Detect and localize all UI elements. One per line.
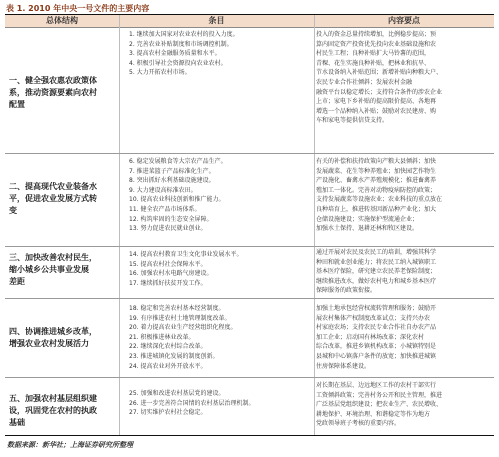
policy-table	[5, 14, 494, 436]
item-line: 11. 健全农产品市场体系。	[129, 205, 201, 213]
point-line: 保障服务的政策衔接。	[316, 287, 377, 295]
table-row	[5, 248, 494, 298]
point-line: 村家庭农场；支持农民专业合作社自办农产品	[316, 324, 437, 332]
item-line: 24. 提高农业对外开放水平。	[129, 362, 207, 370]
item-line: 22. 继续深化农村综合改革。	[129, 343, 207, 351]
point-line: 算内固定资产投资优先投向农业基础设施和农	[316, 40, 437, 48]
point-line: 投入的资金总量持续增加，比例稳步提高；预	[316, 31, 437, 38]
point-line: 支持发展蔬菜等设施农业；农业科技的重点放在	[316, 196, 443, 204]
point-line: 基本医疗保险，研究建立农民养老保险制度；	[316, 268, 437, 276]
item-line: 10. 提高农业科技创新和推广能力。	[129, 196, 225, 204]
item-line: 7. 推进菜篮子产品标准化生产。	[129, 167, 215, 175]
item-line: 4. 积极引导社会资源投向农业农村。	[129, 59, 227, 67]
point-line: 上市；家电下乡补贴的提高限价提高、各地再	[316, 98, 437, 106]
item-line: 17. 继续抓好扶贫开发工作。	[129, 279, 207, 287]
point-line: 展农村集体产权制度改革试点；支持兴办农	[316, 314, 431, 322]
row-divider	[5, 377, 494, 378]
item-line: 23. 推进城镇化发展的制度创新。	[129, 352, 219, 360]
point-line: 仓储设施建设；实施保护型流通企业；	[316, 215, 419, 223]
table-row	[5, 29, 494, 153]
table-title: 表 1. 2010 年中央一号文件的主要内容	[6, 4, 150, 13]
structure-cell: 一、健全强农惠农政策体 系，推动资源要素向农村 配置	[9, 76, 97, 109]
point-line: 工资倾斜政策；完善村务公开和民主管理，推进	[316, 391, 443, 399]
item-line: 25. 加强和改进农村基层党的建设。	[129, 390, 225, 397]
point-line: 产设施化、畜禽水产养殖规模化；推进畜禽养	[316, 177, 437, 185]
point-line: 广泛基层党组织建设；把农业生产、农民增收、	[316, 401, 443, 409]
row-divider	[5, 153, 494, 154]
point-line: 农民专业合作社倾斜；发展农村金融	[316, 78, 413, 86]
source-note: 数据来源：新华社；上海证券研究所整理	[7, 441, 133, 449]
header-items: 条目	[208, 16, 225, 25]
point-line: 青稞、花生实施良种补贴，把林业和抗旱、	[316, 59, 431, 67]
point-line: 耕地保护、环境治理、和谐稳定等作为地方	[316, 410, 431, 418]
header-structure: 总体结构	[46, 16, 78, 25]
item-line: 6. 稳定发展粮食等大宗农产品生产。	[129, 158, 227, 165]
items-cell	[129, 250, 305, 288]
point-line: 综合改革，推进乡镇机构改革；小城镇特别是	[316, 343, 437, 351]
items-cell	[129, 389, 305, 418]
point-line: 殖加工一体化。完善对动物疫病防控的政策；	[316, 186, 437, 194]
structure-cell: 五、加强农村基层组织建 设，巩固党在农村的执政 基础	[9, 394, 97, 427]
item-line: 15. 提高农村社会保障水平。	[129, 260, 207, 268]
row-divider	[5, 246, 494, 247]
point-line: 党政领导班子考核的重要内容。	[316, 420, 401, 428]
point-line: 发展蔬菜、花生等种养殖业；加快园艺作物生	[316, 167, 437, 175]
point-line: 融资平台以稳定增长；支持符合条件的涉农企业	[316, 88, 443, 96]
item-line: 13. 努力促进农民就业创业。	[129, 225, 207, 233]
point-line: 村民生工程；良种补贴扩大马铃薯的范围，	[316, 50, 431, 58]
item-line: 8. 突出抓好水利基础设施建设。	[129, 177, 215, 185]
item-line: 1. 继续加大国家对农业农村的投入力度。	[129, 31, 239, 38]
item-line: 14. 提高农村教育卫生文化事业发展水平。	[129, 251, 243, 258]
points-cell	[316, 248, 492, 296]
point-line: 加强土地承包经营权流转管理和服务；鼓励开	[316, 305, 437, 312]
items-cell	[129, 30, 305, 78]
point-line: 对长期在基层、边远地区工作的农村干部实行	[316, 382, 437, 389]
table-header	[5, 15, 494, 28]
points-cell	[316, 304, 492, 371]
structure-cell: 四、协调推进城乡改革， 增强农业农村发展活力	[9, 327, 97, 348]
row-divider	[5, 298, 494, 299]
items-cell	[129, 304, 305, 371]
points-cell	[316, 157, 492, 234]
header-points: 内容要点	[388, 16, 420, 25]
item-line: 21. 积极推进林业改革。	[129, 333, 195, 341]
point-line: 加工企业；启动国有林场改革；深化农村	[316, 333, 425, 341]
structure-cell: 二、提高现代农业装备水 平，促进农业发展方式转 变	[9, 182, 97, 215]
item-line: 3. 提高农村金融服务质量和水平。	[129, 50, 221, 58]
point-line: 县城和中心镇落户条件的放宽；加快推进城镇	[316, 352, 437, 360]
point-line: 种田和就业创业能力；将农民工纳入城镇职工	[316, 258, 437, 266]
point-line: 有关的补偿和扶持政策向产粮大县倾斜；加快	[316, 158, 437, 165]
item-line: 2. 完善农业补贴制度和市场调控机制。	[129, 40, 233, 48]
item-line: 9. 大力建设高标准农田。	[129, 186, 197, 194]
points-cell	[316, 381, 492, 429]
item-line: 19. 有序推进农村土地管理制度改革。	[129, 314, 231, 322]
item-line: 27. 切实维护农村社会稳定。	[129, 409, 207, 417]
item-line: 20. 着力提高农业生产经营组织化程度。	[129, 324, 237, 332]
table-row	[5, 379, 494, 435]
point-line: 加强水土保持、退耕还林和牧区建设。	[316, 225, 419, 233]
item-line: 16. 加强农村水电路气房建设。	[129, 270, 213, 278]
point-line: 车和家电等提供信贷支持。	[316, 117, 389, 125]
point-line: 良种培育上，推进转基因新品种产业化；加大	[316, 205, 437, 213]
table-row	[5, 300, 494, 377]
point-line: 增选一个品种纳入补贴；鼓励对农民建房、购	[316, 107, 437, 115]
points-cell	[316, 30, 492, 126]
point-line: 通过开展对农民及农民工的培训，增强其科学	[316, 249, 437, 256]
item-line: 12. 构筑牢固的生态安全屏障。	[129, 215, 213, 223]
item-line: 18. 稳定和完善农村基本经营制度。	[129, 305, 225, 312]
structure-cell: 三、加快改善农村民生， 缩小城乡公共事业发展 差距	[9, 253, 97, 286]
table-row	[5, 155, 494, 246]
point-line: 节水设备纳入补贴范围；新增补贴向种粮大户、	[316, 69, 443, 77]
point-line: 继续推进改水，做好农村电力和城乡基本医疗	[316, 277, 437, 285]
item-line: 26. 进一步完善符合国情的农村基层治理机制。	[129, 399, 255, 407]
items-cell	[129, 157, 305, 234]
point-line: 住房保障体系建设。	[316, 362, 371, 370]
item-line: 5. 大力开拓农村市场。	[129, 69, 191, 77]
